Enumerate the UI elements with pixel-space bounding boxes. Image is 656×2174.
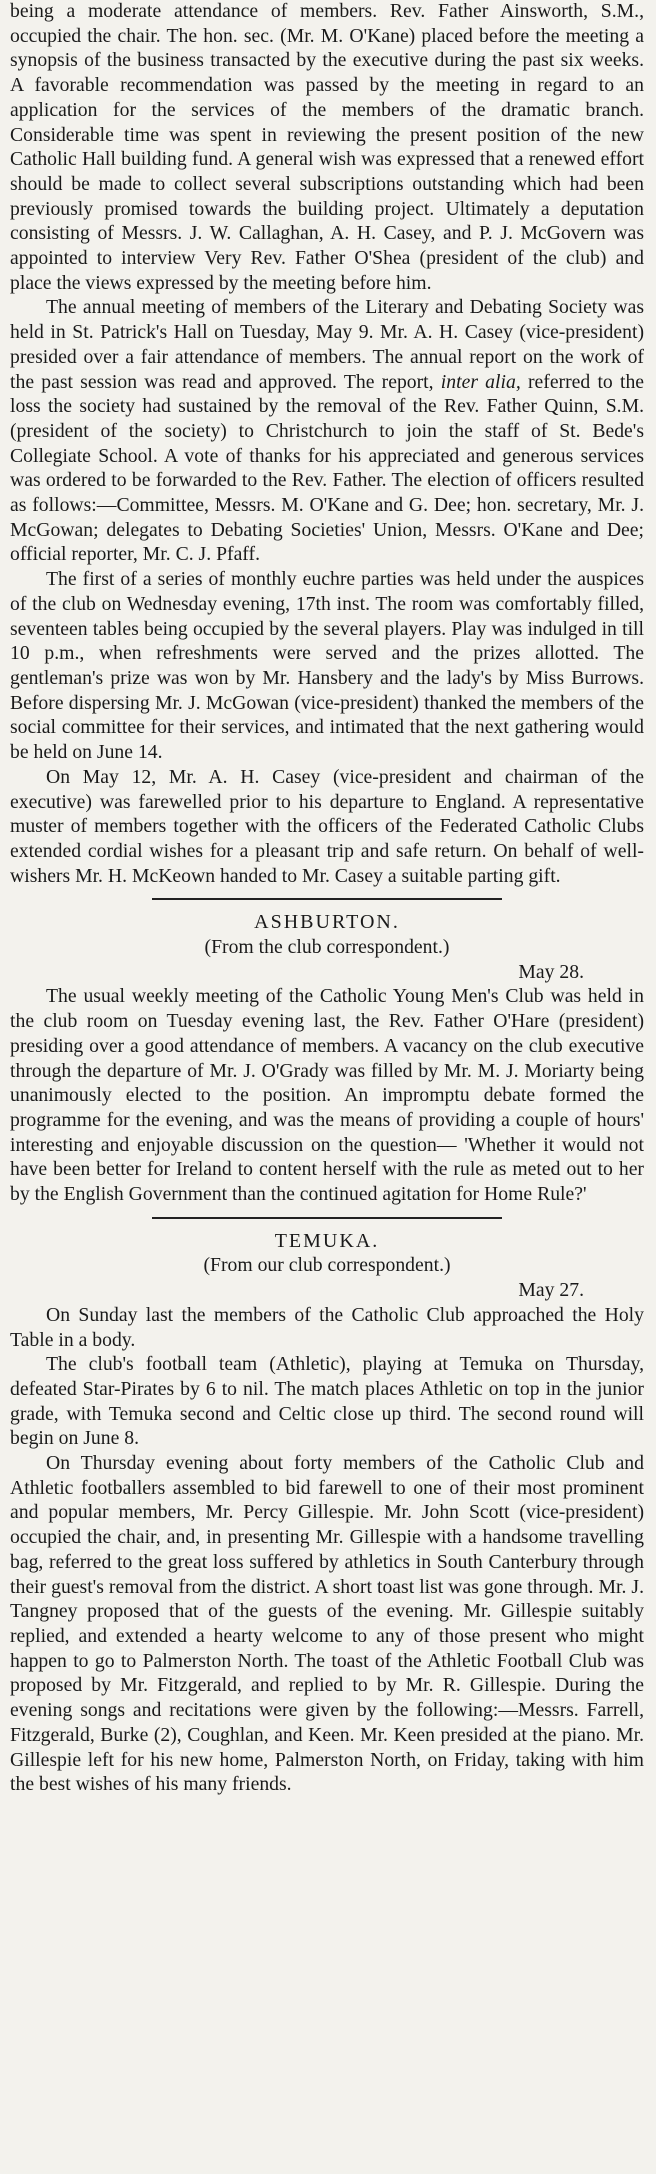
section-heading: TEMUKA.: [274, 1229, 380, 1252]
section-heading: ASHBURTON.: [254, 911, 400, 934]
section-divider: [152, 1217, 502, 1219]
paragraph-text: The annual meeting of members of the Literary and Debating Society was held in St. Patrick's Hall on Tuesday, May 9. Mr. A. H. Casey (vice-president) presided over a fair attendance of members. The annual report on the work of the past session was read and approved. The report,: [10, 296, 644, 393]
article-paragraph: The club's football team (Athletic), playing at Temuka on Thursday, defeated Star-Pirates by 6 to nil. The match places Athletic on top in the junior grade, with Temuka second and Celtic close up third. The second round will begin on June 8.: [10, 1353, 644, 1450]
italic-phrase: inter alia,: [440, 370, 521, 393]
article-paragraph: The first of a series of monthly euchre parties was held under the auspices of the club on Wednesday evening, 17th inst. The room was comfortably filled, seventeen tables being occupied by the several players. Play was indulged in till 10 p.m., when refreshments were served and the prizes allotted. The gentleman's prize was won by Mr. Hansbery and the lady's by Miss Burrows. Before dispersing Mr. J. McGowan (vice-president) thanked the members of the social committee for their services, and intimated that the next gathering would be held on June 14.: [10, 568, 644, 764]
correspondent-line: (From the club correspondent.): [204, 936, 450, 959]
dateline: May 27.: [518, 1279, 584, 1302]
paragraph-text: referred to the loss the society had sustained by the removal of the Rev. Father Quinn, S.M. (president of the society) to Christchurch to join the staff of St. Bede's Collegiate School. A vote of thanks for his appreciated and generous services was ordered to be forwarded to the Rev. Father. The election of officers resulted as follows:—Committee, Messrs. M. O'Kane and G. Dee; hon. secretary, Mr. J. McGowan; delegates to Debating Societies' Union, Messrs. O'Kane and Dee; official reporter, Mr. C. J. Pfaff.: [10, 370, 645, 566]
dateline: May 28.: [518, 960, 584, 983]
article-paragraph: [10, 295, 644, 567]
newspaper-column: [10, 0, 644, 1797]
article-paragraph: On May 12, Mr. A. H. Casey (vice-president and chairman of the executive) was farewelled prior to his departure to England. A representative muster of members together with the officers of the Federated Catholic Clubs extended cordial wishes for a pleasant trip and safe return. On behalf of well-wishers Mr. H. McKeown handed to Mr. Casey a suitable parting gift.: [10, 765, 644, 887]
article-paragraph: The usual weekly meeting of the Catholic Young Men's Club was held in the club room on Tuesday evening last, the Rev. Father O'Hare (president) presiding over a good attendance of members. A vacancy on the club executive through the departure of Mr. J. O'Grady was filled by Mr. M. J. Moriarty being unanimously elected to the position. An impromptu debate formed the programme for the evening, and was the means of providing a couple of hours' interesting and enjoyable discussion on the question— 'Whether it would not have been better for Ireland to content herself with the rule as meted out to her by the English Government than the continued agitation for Home Rule?': [10, 985, 644, 1206]
article-paragraph: being a moderate attendance of members. Rev. Father Ainsworth, S.M., occupied the chair. The hon. sec. (Mr. M. O'Kane) placed before the meeting a synopsis of the business transacted by the executive during the past six weeks. A favorable recommendation was passed by the meeting in regard to an application for the services of the members of the dramatic branch. Considerable time was spent in reviewing the present position of the new Catholic Hall building fund. A general wish was expressed that a renewed effort should be made to collect several subscriptions outstanding which had been previously promised towards the building project. Ultimately a deputation consisting of Messrs. J. W. Callaghan, A. H. Casey, and P. J. McGovern was appointed to interview Very Rev. Father O'Shea (president of the club) and place the views expressed by the meeting before him.: [10, 0, 644, 294]
section-divider: [152, 898, 502, 900]
article-paragraph: On Thursday evening about forty members of the Catholic Club and Athletic footballers assembled to bid farewell to one of their most prominent and popular members, Mr. Percy Gillespie. Mr. John Scott (vice-president) occupied the chair, and, in presenting Mr. Gillespie with a handsome travelling bag, referred to the great loss suffered by athletics in South Canterbury through their guest's removal from the district. A short toast list was gone through. Mr. J. Tangney proposed that of the guests of the evening. Mr. Gillespie suitably replied, and extended a hearty welcome to any of those present who might happen to go to Palmerston North. The toast of the Athletic Football Club was proposed by Mr. Fitzgerald, and replied to by Mr. R. Gillespie. During the evening songs and recitations were given by the following:—Messrs. Farrell, Fitzgerald, Burke (2), Coughlan, and Keen. Mr. Keen presided at the piano. Mr. Gillespie left for his new home, Palmerston North, on Friday, taking with him the best wishes of his many friends.: [10, 1452, 644, 1796]
article-paragraph: On Sunday last the members of the Catholic Club approached the Holy Table in a body.: [10, 1303, 644, 1351]
correspondent-line: (From our club correspondent.): [203, 1254, 451, 1277]
